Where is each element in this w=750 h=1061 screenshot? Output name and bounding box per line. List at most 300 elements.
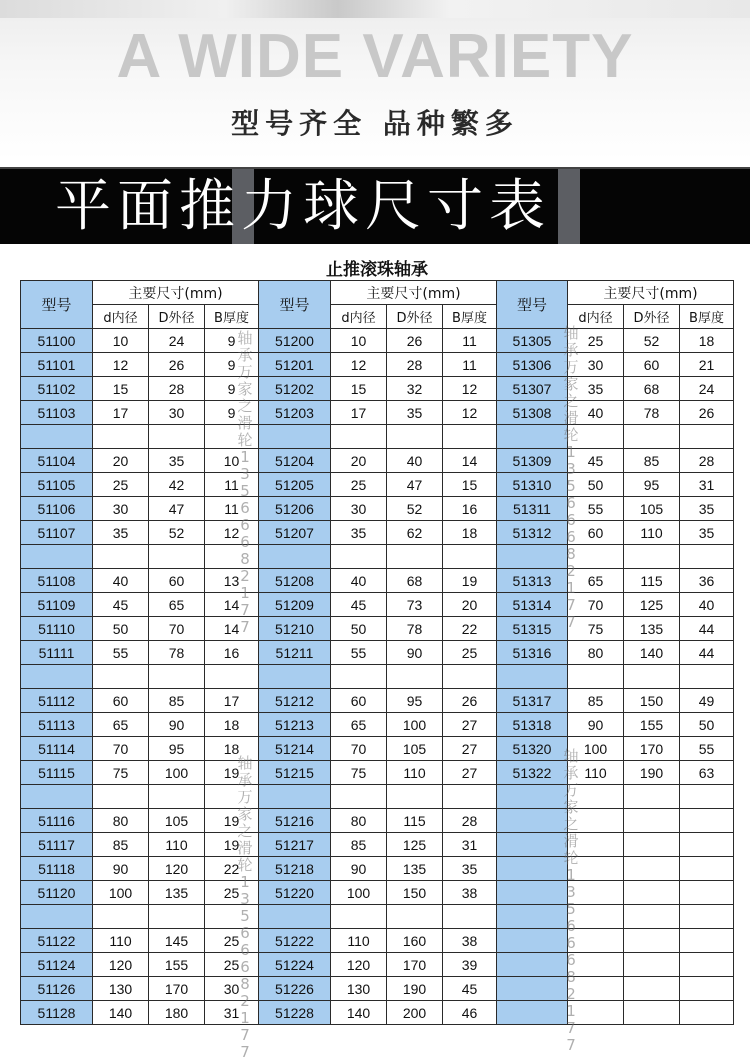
inner-diameter-cell: 50 <box>331 617 387 641</box>
outer-diameter-cell: 125 <box>387 833 443 857</box>
inner-diameter-cell: 140 <box>331 1001 387 1025</box>
model-cell: 51210 <box>259 617 331 641</box>
outer-diameter-cell: 52 <box>624 329 680 353</box>
model-cell: 51120 <box>21 881 93 905</box>
model-cell: 51110 <box>21 617 93 641</box>
table-caption: 止推滚珠轴承 <box>21 255 734 281</box>
table-header-row <box>21 281 734 305</box>
empty-cell <box>497 665 568 689</box>
empty-cell <box>680 785 734 809</box>
model-cell: 51115 <box>21 761 93 785</box>
inner-diameter-cell: 25 <box>568 329 624 353</box>
thickness-cell: 11 <box>205 497 259 521</box>
empty-cell <box>680 665 734 689</box>
outer-diameter-cell: 78 <box>624 401 680 425</box>
model-cell: 51224 <box>259 953 331 977</box>
thickness-cell: 55 <box>680 737 734 761</box>
inner-diameter-cell: 12 <box>93 353 149 377</box>
inner-diameter-cell: 130 <box>93 977 149 1001</box>
table-row <box>21 473 734 497</box>
thickness-cell: 26 <box>680 401 734 425</box>
empty-cell <box>624 665 680 689</box>
empty-cell <box>624 857 680 881</box>
model-cell: 51212 <box>259 689 331 713</box>
empty-cell <box>568 833 624 857</box>
thickness-cell: 25 <box>443 641 497 665</box>
outer-diameter-cell: 68 <box>387 569 443 593</box>
table-row <box>21 929 734 953</box>
model-cell: 51201 <box>259 353 331 377</box>
empty-cell <box>387 545 443 569</box>
model-cell: 51202 <box>259 377 331 401</box>
empty-cell <box>568 545 624 569</box>
outer-diameter-cell: 135 <box>149 881 205 905</box>
inner-diameter-cell: 50 <box>93 617 149 641</box>
outer-diameter-cell: 110 <box>387 761 443 785</box>
thickness-cell: 39 <box>443 953 497 977</box>
outer-diameter-cell: 115 <box>624 569 680 593</box>
model-cell: 51118 <box>21 857 93 881</box>
outer-diameter-cell: 90 <box>149 713 205 737</box>
inner-diameter-cell: 85 <box>331 833 387 857</box>
thickness-cell: 40 <box>680 593 734 617</box>
empty-cell <box>21 425 93 449</box>
empty-cell <box>568 881 624 905</box>
empty-cell <box>568 665 624 689</box>
thickness-cell: 25 <box>205 881 259 905</box>
inner-diameter-cell: 110 <box>568 761 624 785</box>
model-cell: 51114 <box>21 737 93 761</box>
table-row <box>21 401 734 425</box>
model-cell: 51309 <box>497 449 568 473</box>
empty-cell <box>568 929 624 953</box>
outer-diameter-cell: 135 <box>624 617 680 641</box>
empty-cell <box>568 1001 624 1025</box>
empty-cell <box>331 905 387 929</box>
outer-diameter-cell: 62 <box>387 521 443 545</box>
outer-diameter-cell: 60 <box>149 569 205 593</box>
thickness-cell: 31 <box>680 473 734 497</box>
outer-diameter-cell: 73 <box>387 593 443 617</box>
empty-cell <box>680 953 734 977</box>
thickness-cell: 17 <box>205 689 259 713</box>
inner-diameter-cell: 45 <box>93 593 149 617</box>
model-cell: 51122 <box>21 929 93 953</box>
model-header: 型号 <box>259 281 331 329</box>
outer-diameter-header: D外径 <box>149 305 205 329</box>
thickness-cell: 21 <box>680 353 734 377</box>
empty-cell <box>624 545 680 569</box>
outer-diameter-cell: 105 <box>149 809 205 833</box>
model-cell: 51103 <box>21 401 93 425</box>
outer-diameter-cell: 180 <box>149 1001 205 1025</box>
table-row <box>21 857 734 881</box>
outer-diameter-cell: 150 <box>387 881 443 905</box>
thickness-header: B厚度 <box>205 305 259 329</box>
banner-title: 平面推力球尺寸表 <box>55 174 551 239</box>
empty-cell <box>497 857 568 881</box>
watermark-text: 轴承万家之滑轮13566682177 <box>237 329 253 636</box>
model-cell: 51111 <box>21 641 93 665</box>
model-cell: 51209 <box>259 593 331 617</box>
outer-diameter-cell: 100 <box>387 713 443 737</box>
thickness-cell: 30 <box>205 977 259 1001</box>
outer-diameter-cell: 68 <box>624 377 680 401</box>
inner-diameter-cell: 100 <box>93 881 149 905</box>
inner-diameter-cell: 25 <box>93 473 149 497</box>
thickness-header: B厚度 <box>680 305 734 329</box>
thickness-cell: 26 <box>443 689 497 713</box>
inner-diameter-cell: 30 <box>93 497 149 521</box>
model-cell: 51222 <box>259 929 331 953</box>
thickness-cell: 35 <box>680 521 734 545</box>
thickness-cell: 22 <box>205 857 259 881</box>
model-cell: 51220 <box>259 881 331 905</box>
thickness-cell: 14 <box>205 593 259 617</box>
empty-cell <box>149 785 205 809</box>
outer-diameter-cell: 32 <box>387 377 443 401</box>
model-cell: 51314 <box>497 593 568 617</box>
outer-diameter-cell: 95 <box>149 737 205 761</box>
model-header: 型号 <box>497 281 568 329</box>
thickness-cell: 19 <box>205 833 259 857</box>
empty-cell <box>443 785 497 809</box>
outer-diameter-cell: 190 <box>387 977 443 1001</box>
hero-section <box>0 0 750 160</box>
outer-diameter-cell: 155 <box>624 713 680 737</box>
model-cell: 51305 <box>497 329 568 353</box>
empty-cell <box>93 785 149 809</box>
model-cell: 51218 <box>259 857 331 881</box>
thickness-cell: 27 <box>443 713 497 737</box>
inner-diameter-cell: 45 <box>568 449 624 473</box>
thickness-cell: 18 <box>680 329 734 353</box>
thickness-cell: 63 <box>680 761 734 785</box>
thickness-cell: 14 <box>205 617 259 641</box>
outer-diameter-cell: 78 <box>149 641 205 665</box>
table-row <box>21 377 734 401</box>
table-row <box>21 353 734 377</box>
inner-diameter-cell: 75 <box>331 761 387 785</box>
thickness-cell: 16 <box>443 497 497 521</box>
outer-diameter-cell: 95 <box>387 689 443 713</box>
empty-cell <box>624 881 680 905</box>
empty-cell <box>93 665 149 689</box>
empty-cell <box>568 809 624 833</box>
inner-diameter-cell: 25 <box>331 473 387 497</box>
empty-cell <box>624 977 680 1001</box>
empty-cell <box>680 929 734 953</box>
empty-cell <box>680 833 734 857</box>
model-cell: 51206 <box>259 497 331 521</box>
outer-diameter-cell: 95 <box>624 473 680 497</box>
inner-diameter-cell: 110 <box>93 929 149 953</box>
table-row <box>21 497 734 521</box>
outer-diameter-cell: 28 <box>387 353 443 377</box>
inner-diameter-cell: 12 <box>331 353 387 377</box>
model-cell: 51104 <box>21 449 93 473</box>
inner-diameter-cell: 110 <box>331 929 387 953</box>
inner-diameter-cell: 10 <box>331 329 387 353</box>
model-cell: 51204 <box>259 449 331 473</box>
empty-cell <box>497 953 568 977</box>
outer-diameter-cell: 70 <box>149 617 205 641</box>
outer-diameter-cell: 115 <box>387 809 443 833</box>
outer-diameter-cell: 47 <box>149 497 205 521</box>
inner-diameter-cell: 70 <box>331 737 387 761</box>
outer-diameter-cell: 150 <box>624 689 680 713</box>
thickness-cell: 11 <box>443 329 497 353</box>
inner-diameter-cell: 20 <box>331 449 387 473</box>
watermark-text: 轴承万家之滑轮13566682177 <box>563 747 579 1054</box>
spacer-row <box>21 785 734 809</box>
thickness-cell: 44 <box>680 617 734 641</box>
inner-diameter-cell: 120 <box>331 953 387 977</box>
inner-diameter-header: d内径 <box>568 305 624 329</box>
empty-cell <box>497 1001 568 1025</box>
empty-cell <box>680 977 734 1001</box>
outer-diameter-cell: 160 <box>387 929 443 953</box>
model-cell: 51313 <box>497 569 568 593</box>
table-row <box>21 761 734 785</box>
thickness-cell: 11 <box>205 473 259 497</box>
thickness-cell: 35 <box>443 857 497 881</box>
empty-cell <box>568 953 624 977</box>
inner-diameter-cell: 100 <box>568 737 624 761</box>
inner-diameter-cell: 30 <box>568 353 624 377</box>
model-cell: 51101 <box>21 353 93 377</box>
title-banner <box>0 167 750 244</box>
inner-diameter-cell: 50 <box>568 473 624 497</box>
model-cell: 51306 <box>497 353 568 377</box>
model-cell: 51311 <box>497 497 568 521</box>
thickness-cell: 12 <box>443 377 497 401</box>
inner-diameter-cell: 90 <box>568 713 624 737</box>
model-cell: 51315 <box>497 617 568 641</box>
empty-cell <box>568 905 624 929</box>
inner-diameter-cell: 140 <box>93 1001 149 1025</box>
spacer-row <box>21 905 734 929</box>
inner-diameter-cell: 60 <box>93 689 149 713</box>
table-row <box>21 329 734 353</box>
bearing-size-table <box>20 255 734 1025</box>
inner-diameter-header: d内径 <box>93 305 149 329</box>
outer-diameter-header: D外径 <box>624 305 680 329</box>
hero-subheadline: 型号齐全 品种繁多 <box>231 107 519 140</box>
thickness-cell: 25 <box>205 929 259 953</box>
outer-diameter-cell: 26 <box>149 353 205 377</box>
inner-diameter-cell: 85 <box>568 689 624 713</box>
table-row <box>21 689 734 713</box>
outer-diameter-cell: 30 <box>149 401 205 425</box>
empty-cell <box>205 545 259 569</box>
model-cell: 51200 <box>259 329 331 353</box>
inner-diameter-cell: 17 <box>331 401 387 425</box>
empty-cell <box>497 977 568 1001</box>
thickness-cell: 13 <box>205 569 259 593</box>
outer-diameter-header: D外径 <box>387 305 443 329</box>
thickness-cell: 27 <box>443 761 497 785</box>
empty-cell <box>259 665 331 689</box>
model-cell: 51108 <box>21 569 93 593</box>
empty-cell <box>331 665 387 689</box>
outer-diameter-cell: 140 <box>624 641 680 665</box>
model-cell: 51109 <box>21 593 93 617</box>
inner-diameter-cell: 55 <box>331 641 387 665</box>
thickness-header: B厚度 <box>443 305 497 329</box>
model-cell: 51106 <box>21 497 93 521</box>
main-dimensions-header: 主要尺寸(mm) <box>568 281 734 305</box>
thickness-cell: 20 <box>443 593 497 617</box>
thickness-cell: 44 <box>680 641 734 665</box>
model-cell: 51217 <box>259 833 331 857</box>
inner-diameter-cell: 60 <box>568 521 624 545</box>
thickness-cell: 22 <box>443 617 497 641</box>
thickness-cell: 50 <box>680 713 734 737</box>
watermark-text: 轴承万家之滑轮13566682177 <box>563 324 579 631</box>
model-cell: 51312 <box>497 521 568 545</box>
empty-cell <box>443 665 497 689</box>
model-header: 型号 <box>21 281 93 329</box>
inner-diameter-cell: 55 <box>568 497 624 521</box>
empty-cell <box>497 425 568 449</box>
model-cell: 51107 <box>21 521 93 545</box>
outer-diameter-cell: 35 <box>387 401 443 425</box>
outer-diameter-cell: 110 <box>149 833 205 857</box>
empty-cell <box>259 905 331 929</box>
inner-diameter-cell: 65 <box>568 569 624 593</box>
outer-diameter-cell: 105 <box>387 737 443 761</box>
model-cell: 51310 <box>497 473 568 497</box>
model-cell: 51128 <box>21 1001 93 1025</box>
empty-cell <box>497 905 568 929</box>
empty-cell <box>568 977 624 1001</box>
thickness-cell: 18 <box>205 737 259 761</box>
thickness-cell: 16 <box>205 641 259 665</box>
model-cell: 51216 <box>259 809 331 833</box>
inner-diameter-cell: 70 <box>568 593 624 617</box>
model-cell: 51126 <box>21 977 93 1001</box>
empty-cell <box>624 953 680 977</box>
inner-diameter-cell: 35 <box>331 521 387 545</box>
model-cell: 51226 <box>259 977 331 1001</box>
outer-diameter-cell: 170 <box>149 977 205 1001</box>
empty-cell <box>624 905 680 929</box>
inner-diameter-cell: 35 <box>568 377 624 401</box>
empty-cell <box>443 425 497 449</box>
inner-diameter-cell: 65 <box>93 713 149 737</box>
model-cell: 51207 <box>259 521 331 545</box>
empty-cell <box>680 1001 734 1025</box>
model-cell: 51320 <box>497 737 568 761</box>
empty-cell <box>497 881 568 905</box>
empty-cell <box>387 785 443 809</box>
inner-diameter-cell: 40 <box>331 569 387 593</box>
empty-cell <box>93 545 149 569</box>
empty-cell <box>205 425 259 449</box>
empty-cell <box>497 833 568 857</box>
model-cell: 51124 <box>21 953 93 977</box>
table-row <box>21 449 734 473</box>
table-row <box>21 593 734 617</box>
thickness-cell: 28 <box>443 809 497 833</box>
hero-top-strip <box>0 0 750 18</box>
empty-cell <box>443 905 497 929</box>
thickness-cell: 10 <box>205 449 259 473</box>
thickness-cell: 18 <box>205 713 259 737</box>
model-cell: 51318 <box>497 713 568 737</box>
outer-diameter-cell: 145 <box>149 929 205 953</box>
empty-cell <box>331 785 387 809</box>
outer-diameter-cell: 35 <box>149 449 205 473</box>
thickness-cell: 9 <box>205 353 259 377</box>
inner-diameter-header: d内径 <box>331 305 387 329</box>
empty-cell <box>624 425 680 449</box>
thickness-cell: 36 <box>680 569 734 593</box>
model-cell: 51213 <box>259 713 331 737</box>
inner-diameter-cell: 80 <box>331 809 387 833</box>
outer-diameter-cell: 120 <box>149 857 205 881</box>
inner-diameter-cell: 60 <box>331 689 387 713</box>
model-cell: 51102 <box>21 377 93 401</box>
empty-cell <box>21 545 93 569</box>
inner-diameter-cell: 10 <box>93 329 149 353</box>
empty-cell <box>259 785 331 809</box>
empty-cell <box>387 665 443 689</box>
empty-cell <box>387 905 443 929</box>
empty-cell <box>680 425 734 449</box>
outer-diameter-cell: 24 <box>149 329 205 353</box>
empty-cell <box>149 665 205 689</box>
empty-cell <box>497 809 568 833</box>
inner-diameter-cell: 15 <box>331 377 387 401</box>
thickness-cell: 12 <box>443 401 497 425</box>
inner-diameter-cell: 75 <box>568 617 624 641</box>
empty-cell <box>149 905 205 929</box>
model-cell: 51117 <box>21 833 93 857</box>
outer-diameter-cell: 52 <box>387 497 443 521</box>
empty-cell <box>624 785 680 809</box>
table-row <box>21 881 734 905</box>
inner-diameter-cell: 45 <box>331 593 387 617</box>
empty-cell <box>680 809 734 833</box>
outer-diameter-cell: 78 <box>387 617 443 641</box>
inner-diameter-cell: 80 <box>93 809 149 833</box>
inner-diameter-cell: 75 <box>93 761 149 785</box>
thickness-cell: 31 <box>205 1001 259 1025</box>
banner-stripe <box>558 169 580 244</box>
empty-cell <box>568 785 624 809</box>
empty-cell <box>205 905 259 929</box>
thickness-cell: 18 <box>443 521 497 545</box>
model-cell: 51205 <box>259 473 331 497</box>
empty-cell <box>680 881 734 905</box>
inner-diameter-cell: 130 <box>331 977 387 1001</box>
thickness-cell: 27 <box>443 737 497 761</box>
thickness-cell: 35 <box>680 497 734 521</box>
thickness-cell: 9 <box>205 401 259 425</box>
thickness-cell: 9 <box>205 377 259 401</box>
inner-diameter-cell: 40 <box>93 569 149 593</box>
outer-diameter-cell: 52 <box>149 521 205 545</box>
table-row <box>21 809 734 833</box>
inner-diameter-cell: 15 <box>93 377 149 401</box>
thickness-cell: 12 <box>205 521 259 545</box>
empty-cell <box>624 833 680 857</box>
outer-diameter-cell: 26 <box>387 329 443 353</box>
outer-diameter-cell: 190 <box>624 761 680 785</box>
inner-diameter-cell: 90 <box>93 857 149 881</box>
